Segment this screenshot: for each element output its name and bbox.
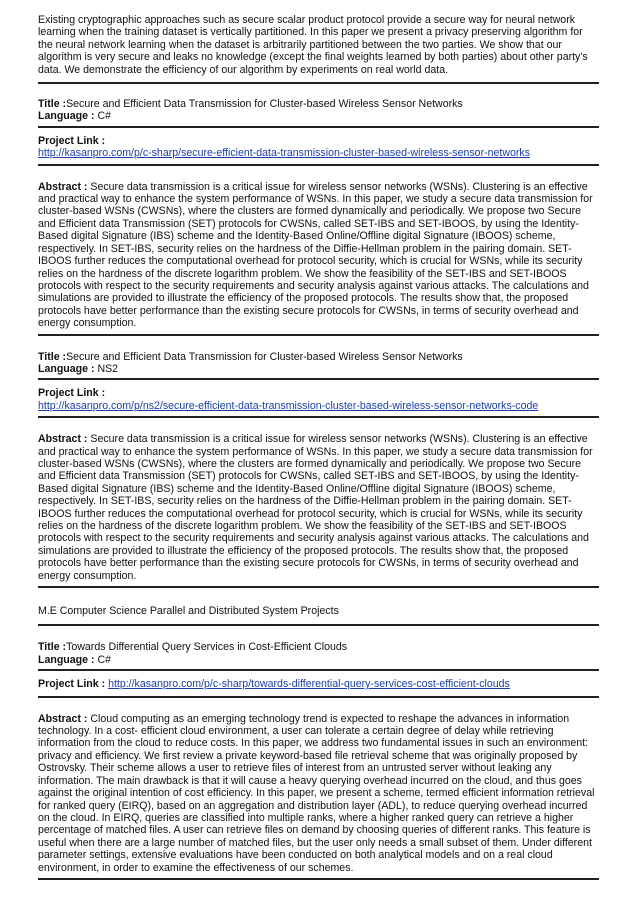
entry-3-language-row	[38, 654, 599, 666]
abstract-label: Abstract :	[38, 433, 88, 446]
entry-2-language-row	[38, 363, 599, 375]
document-page	[38, 14, 599, 880]
title-label: Title :	[38, 98, 67, 111]
entry-1-language: C#	[97, 110, 112, 123]
entry-3-language: C#	[97, 653, 112, 666]
intro-paragraph: Existing cryptographic approaches such as secure scalar product protocol provide a secure way for neural network learning when the training dataset is vertically partitioned. In this paper we present a privacy preserving algorithm for the neural network learning when the dataset is arbitrarily partitioned between the two parties. We show that our algorithm is very secure and leaks no knowledge (except the final weights learned by both parties) about other party's data. We demonstrate the efficiency of our algorithm by experiments on real world data.	[38, 14, 588, 76]
abstract-label: Abstract :	[38, 712, 88, 725]
entry-1-project-link[interactable]: http://kasanpro.com/p/c-sharp/secure-efficient-data-transmission-cluster-based-wireless-sensor-networks	[38, 147, 531, 160]
project-link-label: Project Link :	[38, 387, 106, 400]
divider	[38, 878, 599, 880]
entry-1-title-row	[38, 98, 599, 110]
title-label: Title :	[38, 350, 67, 363]
entry-2-title: Secure and Efficient Data Transmission for Cluster-based Wireless Sensor Networks	[66, 350, 463, 363]
entry-2-language: NS2	[97, 362, 119, 375]
entry-2-abstract	[38, 433, 599, 582]
entry-2-title-row	[38, 351, 599, 363]
entry-3-project-link[interactable]: http://kasanpro.com/p/c-sharp/towards-differential-query-services-cost-efficient-clouds	[108, 678, 510, 691]
entry-3-abstract	[38, 713, 599, 874]
project-link-label: Project Link :	[38, 134, 106, 147]
entry-1-title: Secure and Efficient Data Transmission for Cluster-based Wireless Sensor Networks	[66, 98, 463, 111]
language-label: Language :	[38, 362, 95, 375]
project-link-label: Project Link :	[38, 678, 106, 691]
entry-3-abstract-text: Cloud computing as an emerging technology trend is expected to reshape the advances in information technology. In a cost- efficient cloud environment, a user can tolerate a certain degree of delay while retrieving information from the cloud to reduce costs. In this paper, we address two fundamental issues in such an environment: privacy and efficiency. We first review a private keyword-based file retrieval scheme that was originally proposed by Ostrovsky. Their scheme allows a user to retrieve files of interest from an untrusted server without leaking any information. The main drawback is that it will cause a heavy querying overhead incurred on the cloud, and thus goes against the original intention of cost efficiency. In this paper, we present a scheme, termed efficient information retrieval for ranked query (EIRQ), based on an aggregation and distribution layer (ADL), to reduce querying overhead incurred on the cloud. In EIRQ, queries are classified into multiple ranks, where a higher ranked query can retrieve a higher percentage of matched files. A user can retrieve files on demand by choosing queries of different ranks. This feature is useful when there are a large number of matched files, but the user only needs a small subset of them. Under different parameter settings, extensive evaluations have been conducted on both analytical models and on a real cloud environment, in order to examine the effectiveness of our schemes.	[38, 712, 595, 874]
entry-3-link-row	[38, 678, 599, 690]
entry-1-language-row	[38, 110, 599, 122]
section-heading: M.E Computer Science Parallel and Distributed System Projects	[38, 605, 339, 618]
language-label: Language :	[38, 653, 95, 666]
entry-1-abstract	[38, 181, 599, 330]
language-label: Language :	[38, 110, 95, 123]
entry-1-abstract-text: Secure data transmission is a critical issue for wireless sensor networks (WSNs). Clustering is an effective and practical way to enhance the system performance of WSNs. In this paper, we study a secure data transmission for cluster-based WSNs (CWSNs), where the clusters are formed dynamically and periodically. We propose two Secure and Efficient data Transmission (SET) protocols for CWSNs, called SET-IBS and SET-IBOOS, by using the Identity-Based digital Signature (IBS) scheme and the Identity-Based Online/Offline digital Signature (IBOOS) scheme, respectively. In SET-IBS, security relies on the hardness of the Diffie-Hellman problem in the pairing domain. SET-IBOOS further reduces the computational overhead for protocol security, which is crucial for WSNs, while its security relies on the hardness of the discrete logarithm problem. We show the feasibility of the SET-IBS and SET-IBOOS protocols with respect to the security requirements and security analysis against various attacks. The calculations and simulations are provided to illustrate the efficiency of the proposed protocols. The results show that, the proposed protocols have better performance than the existing secure protocols for CWSNs, in terms of security overhead and energy consumption.	[38, 180, 593, 330]
abstract-label: Abstract :	[38, 180, 88, 193]
entry-3-title-row	[38, 641, 599, 653]
entry-2-abstract-text: Secure data transmission is a critical issue for wireless sensor networks (WSNs). Clustering is an effective and practical way to enhance the system performance of WSNs. In this paper, we study a secure data transmission for cluster-based WSNs (CWSNs), where the clusters are formed dynamically and periodically. We propose two Secure and Efficient data Transmission (SET) protocols for CWSNs, called SET-IBS and SET-IBOOS, by using the Identity-Based digital Signature (IBS) scheme and the Identity-Based Online/Offline digital Signature (IBOOS) scheme, respectively. In SET-IBS, security relies on the hardness of the Diffie-Hellman problem in the pairing domain. SET-IBOOS further reduces the computational overhead for protocol security, which is crucial for WSNs, while its security relies on the hardness of the discrete logarithm problem. We show the feasibility of the SET-IBS and SET-IBOOS protocols with respect to the security requirements and security analysis against various attacks. The calculations and simulations are provided to illustrate the efficiency of the proposed protocols. The results show that, the proposed protocols have better performance than the existing secure protocols for CWSNs, in terms of security overhead and energy consumption.	[38, 433, 593, 582]
entry-3-title: Towards Differential Query Services in Cost-Efficient Clouds	[66, 641, 348, 654]
title-label: Title :	[38, 641, 67, 654]
entry-2-project-link[interactable]: http://kasanpro.com/p/ns2/secure-efficient-data-transmission-cluster-based-wireless-sensor-networks-code	[38, 399, 539, 412]
